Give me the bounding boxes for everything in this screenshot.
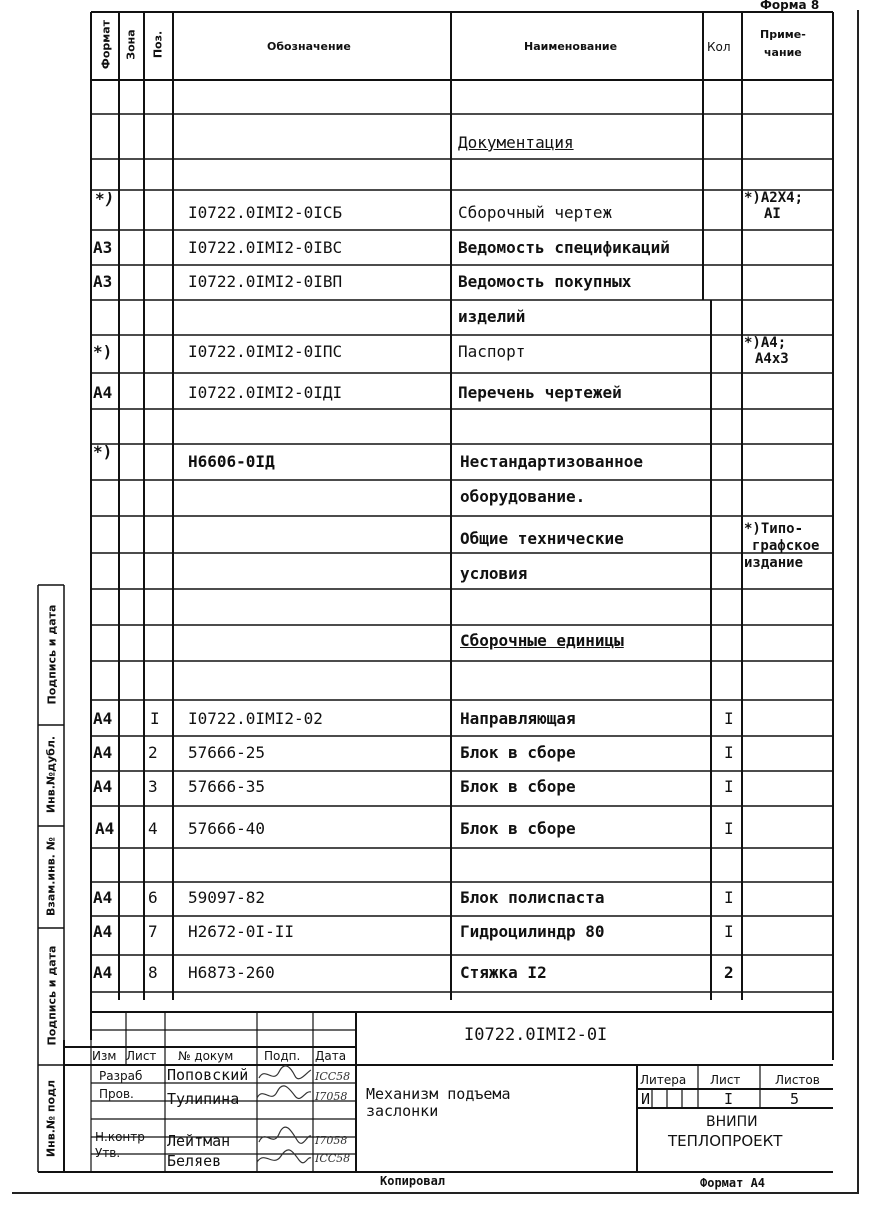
stamp-sign-date-bottom: Подпись и дата (45, 945, 59, 1046)
asm-row-5-format: A4 (93, 888, 113, 907)
asm-row-3-designation: 57666-35 (188, 777, 266, 796)
doc-row-4-name: Паспорт (458, 342, 526, 361)
asm-row-7-format: A4 (93, 963, 113, 982)
tb-prov-label: Пров. (99, 1087, 134, 1101)
asm-row-3-pos: 3 (148, 777, 158, 796)
doc-row-7-name: Общие технические (460, 529, 624, 548)
asm-row-5-name: Блок полиспаста (460, 888, 605, 907)
asm-row-5-designation: 59097-82 (188, 888, 266, 907)
tb-title-line1: Механизм подъема (366, 1085, 511, 1103)
doc-row-1-note-cont: AI (764, 206, 781, 222)
tb-nkontr-date: I7058 (315, 1134, 348, 1147)
tb-utv-date: ICC58 (315, 1152, 351, 1165)
doc-row-2-designation: I0722.0IMI2-0IBC (188, 238, 343, 257)
doc-row-7-note-cont: графское (752, 538, 820, 554)
doc-row-3-name-cont: изделий (458, 307, 526, 326)
doc-row-7-note-cont2: издание (744, 555, 804, 571)
doc-row-2-format: A3 (93, 238, 113, 257)
doc-row-7-note: *)Типо- (744, 521, 804, 537)
doc-row-3-designation: I0722.0IMI2-0IBП (188, 272, 343, 291)
doc-row-6-format: *) (93, 442, 113, 461)
tb-org-line1: ВНИПИ (706, 1114, 758, 1130)
title-block-doc-code: I0722.0IMI2-0I (464, 1025, 608, 1045)
doc-row-1-format: *) (95, 189, 115, 208)
doc-row-2-name: Ведомость спецификаций (458, 238, 670, 257)
section-documentation: Документация (458, 133, 574, 152)
tb-nkontr-label: Н.контр (95, 1130, 145, 1144)
asm-row-6-designation: H2672-0I-II (188, 922, 294, 941)
asm-row-7-pos: 8 (148, 963, 158, 982)
tb-col-list: Лист (126, 1049, 157, 1063)
tb-col-date: Дата (315, 1049, 347, 1063)
header-note-line1: Приме- (760, 28, 806, 41)
form-label: Форма 8 (760, 0, 820, 12)
header-note-line2: чание (764, 46, 802, 59)
doc-row-4-note: *)A4; (744, 335, 787, 351)
doc-row-5-name: Перечень чертежей (458, 383, 622, 402)
doc-row-3-format: A3 (93, 272, 113, 291)
asm-row-6-qty: I (724, 922, 734, 941)
tb-list-label: Лист (710, 1073, 741, 1087)
tb-col-doc: № докум (178, 1049, 234, 1063)
asm-row-5-qty: I (724, 888, 734, 907)
asm-row-4-qty: I (724, 819, 734, 838)
header-qty: Кол (707, 40, 731, 54)
asm-row-1-name: Направляющая (460, 709, 576, 728)
tb-listov-value: 5 (790, 1090, 800, 1108)
tb-col-izm: Изм (92, 1049, 117, 1063)
stamp-vzam-inv: Взам.инв. № (44, 837, 58, 916)
asm-row-1-qty: I (724, 709, 734, 728)
doc-row-4-note-cont: A4x3 (755, 351, 789, 367)
tb-list-value: I (724, 1090, 734, 1108)
header-pos: Поз. (151, 30, 165, 59)
asm-row-3-qty: I (724, 777, 734, 796)
header-zone: Зона (124, 29, 138, 60)
asm-row-7-name: Стяжка I2 (460, 963, 547, 982)
tb-title-line2: заслонки (366, 1102, 439, 1120)
signatures-graphic (255, 1064, 315, 1172)
doc-row-6-name: Нестандартизованное (460, 452, 644, 471)
doc-row-5-designation: I0722.0IMI2-0IДI (188, 383, 343, 402)
asm-row-7-designation: H6873-260 (188, 963, 275, 982)
tb-utv-name: Беляев (167, 1152, 222, 1170)
asm-row-2-name: Блок в сборе (460, 743, 576, 762)
doc-row-5-format: A4 (93, 383, 113, 402)
asm-row-3-format: A4 (93, 777, 113, 796)
footer-copied: Копировал (380, 1174, 446, 1188)
stamp-inv-podl: Инв.№ подл (44, 1079, 58, 1158)
asm-row-2-pos: 2 (148, 743, 158, 762)
asm-row-2-format: A4 (93, 743, 113, 762)
doc-row-6-designation: H6606-0IД (188, 452, 275, 471)
asm-row-2-designation: 57666-25 (188, 743, 266, 762)
doc-row-1-name: Сборочный чертеж (458, 203, 613, 222)
doc-row-6-name-cont: оборудование. (460, 487, 586, 506)
tb-razrab-date: ICC58 (315, 1070, 351, 1083)
header-name: Наименование (524, 40, 618, 53)
doc-row-1-designation: I0722.0IMI2-0ICБ (188, 203, 343, 222)
tb-litera-value: И (641, 1090, 651, 1108)
header-format: Формат (99, 19, 113, 70)
tb-nkontr-name: Лейтман (167, 1132, 231, 1150)
asm-row-4-pos: 4 (148, 819, 158, 838)
tb-razrab-label: Разраб (99, 1069, 143, 1083)
tb-prov-name: Тулипина (167, 1090, 240, 1108)
footer-format: Формат А4 (700, 1176, 766, 1190)
tb-prov-date: I7058 (315, 1090, 348, 1103)
asm-row-4-format: A4 (95, 819, 115, 838)
header-designation: Обозначение (267, 40, 351, 53)
asm-row-1-designation: I0722.0IMI2-02 (188, 709, 323, 728)
doc-row-3-name: Ведомость покупных (458, 272, 632, 291)
doc-row-4-format: *) (93, 342, 113, 361)
tb-litera-label: Литера (640, 1073, 687, 1087)
asm-row-4-designation: 57666-40 (188, 819, 266, 838)
asm-row-2-qty: I (724, 743, 734, 762)
doc-row-4-designation: I0722.0IMI2-0IПС (188, 342, 343, 361)
asm-row-1-pos: I (150, 709, 160, 728)
doc-row-1-note: *)A2X4; (744, 190, 804, 206)
tb-utv-label: Утв. (95, 1146, 121, 1160)
asm-row-6-pos: 7 (148, 922, 158, 941)
section-assembly-units: Сборочные единицы (460, 631, 624, 650)
doc-row-7-name-cont: условия (460, 564, 528, 583)
asm-row-3-name: Блок в сборе (460, 777, 576, 796)
asm-row-7-qty: 2 (724, 963, 734, 982)
asm-row-6-format: A4 (93, 922, 113, 941)
tb-razrab-name: Поповский (167, 1066, 249, 1084)
asm-row-4-name: Блок в сборе (460, 819, 576, 838)
tb-col-sign: Подп. (264, 1049, 301, 1063)
stamp-inv-dubl: Инв.№дубл. (44, 735, 58, 814)
asm-row-5-pos: 6 (148, 888, 158, 907)
asm-row-6-name: Гидроцилиндр 80 (460, 922, 605, 941)
tb-listov-label: Листов (775, 1073, 820, 1087)
stamp-sign-date-top: Подпись и дата (45, 604, 59, 705)
asm-row-1-format: A4 (93, 709, 113, 728)
tb-org-line2: ТЕПЛОПРОЕКТ (668, 1132, 783, 1150)
